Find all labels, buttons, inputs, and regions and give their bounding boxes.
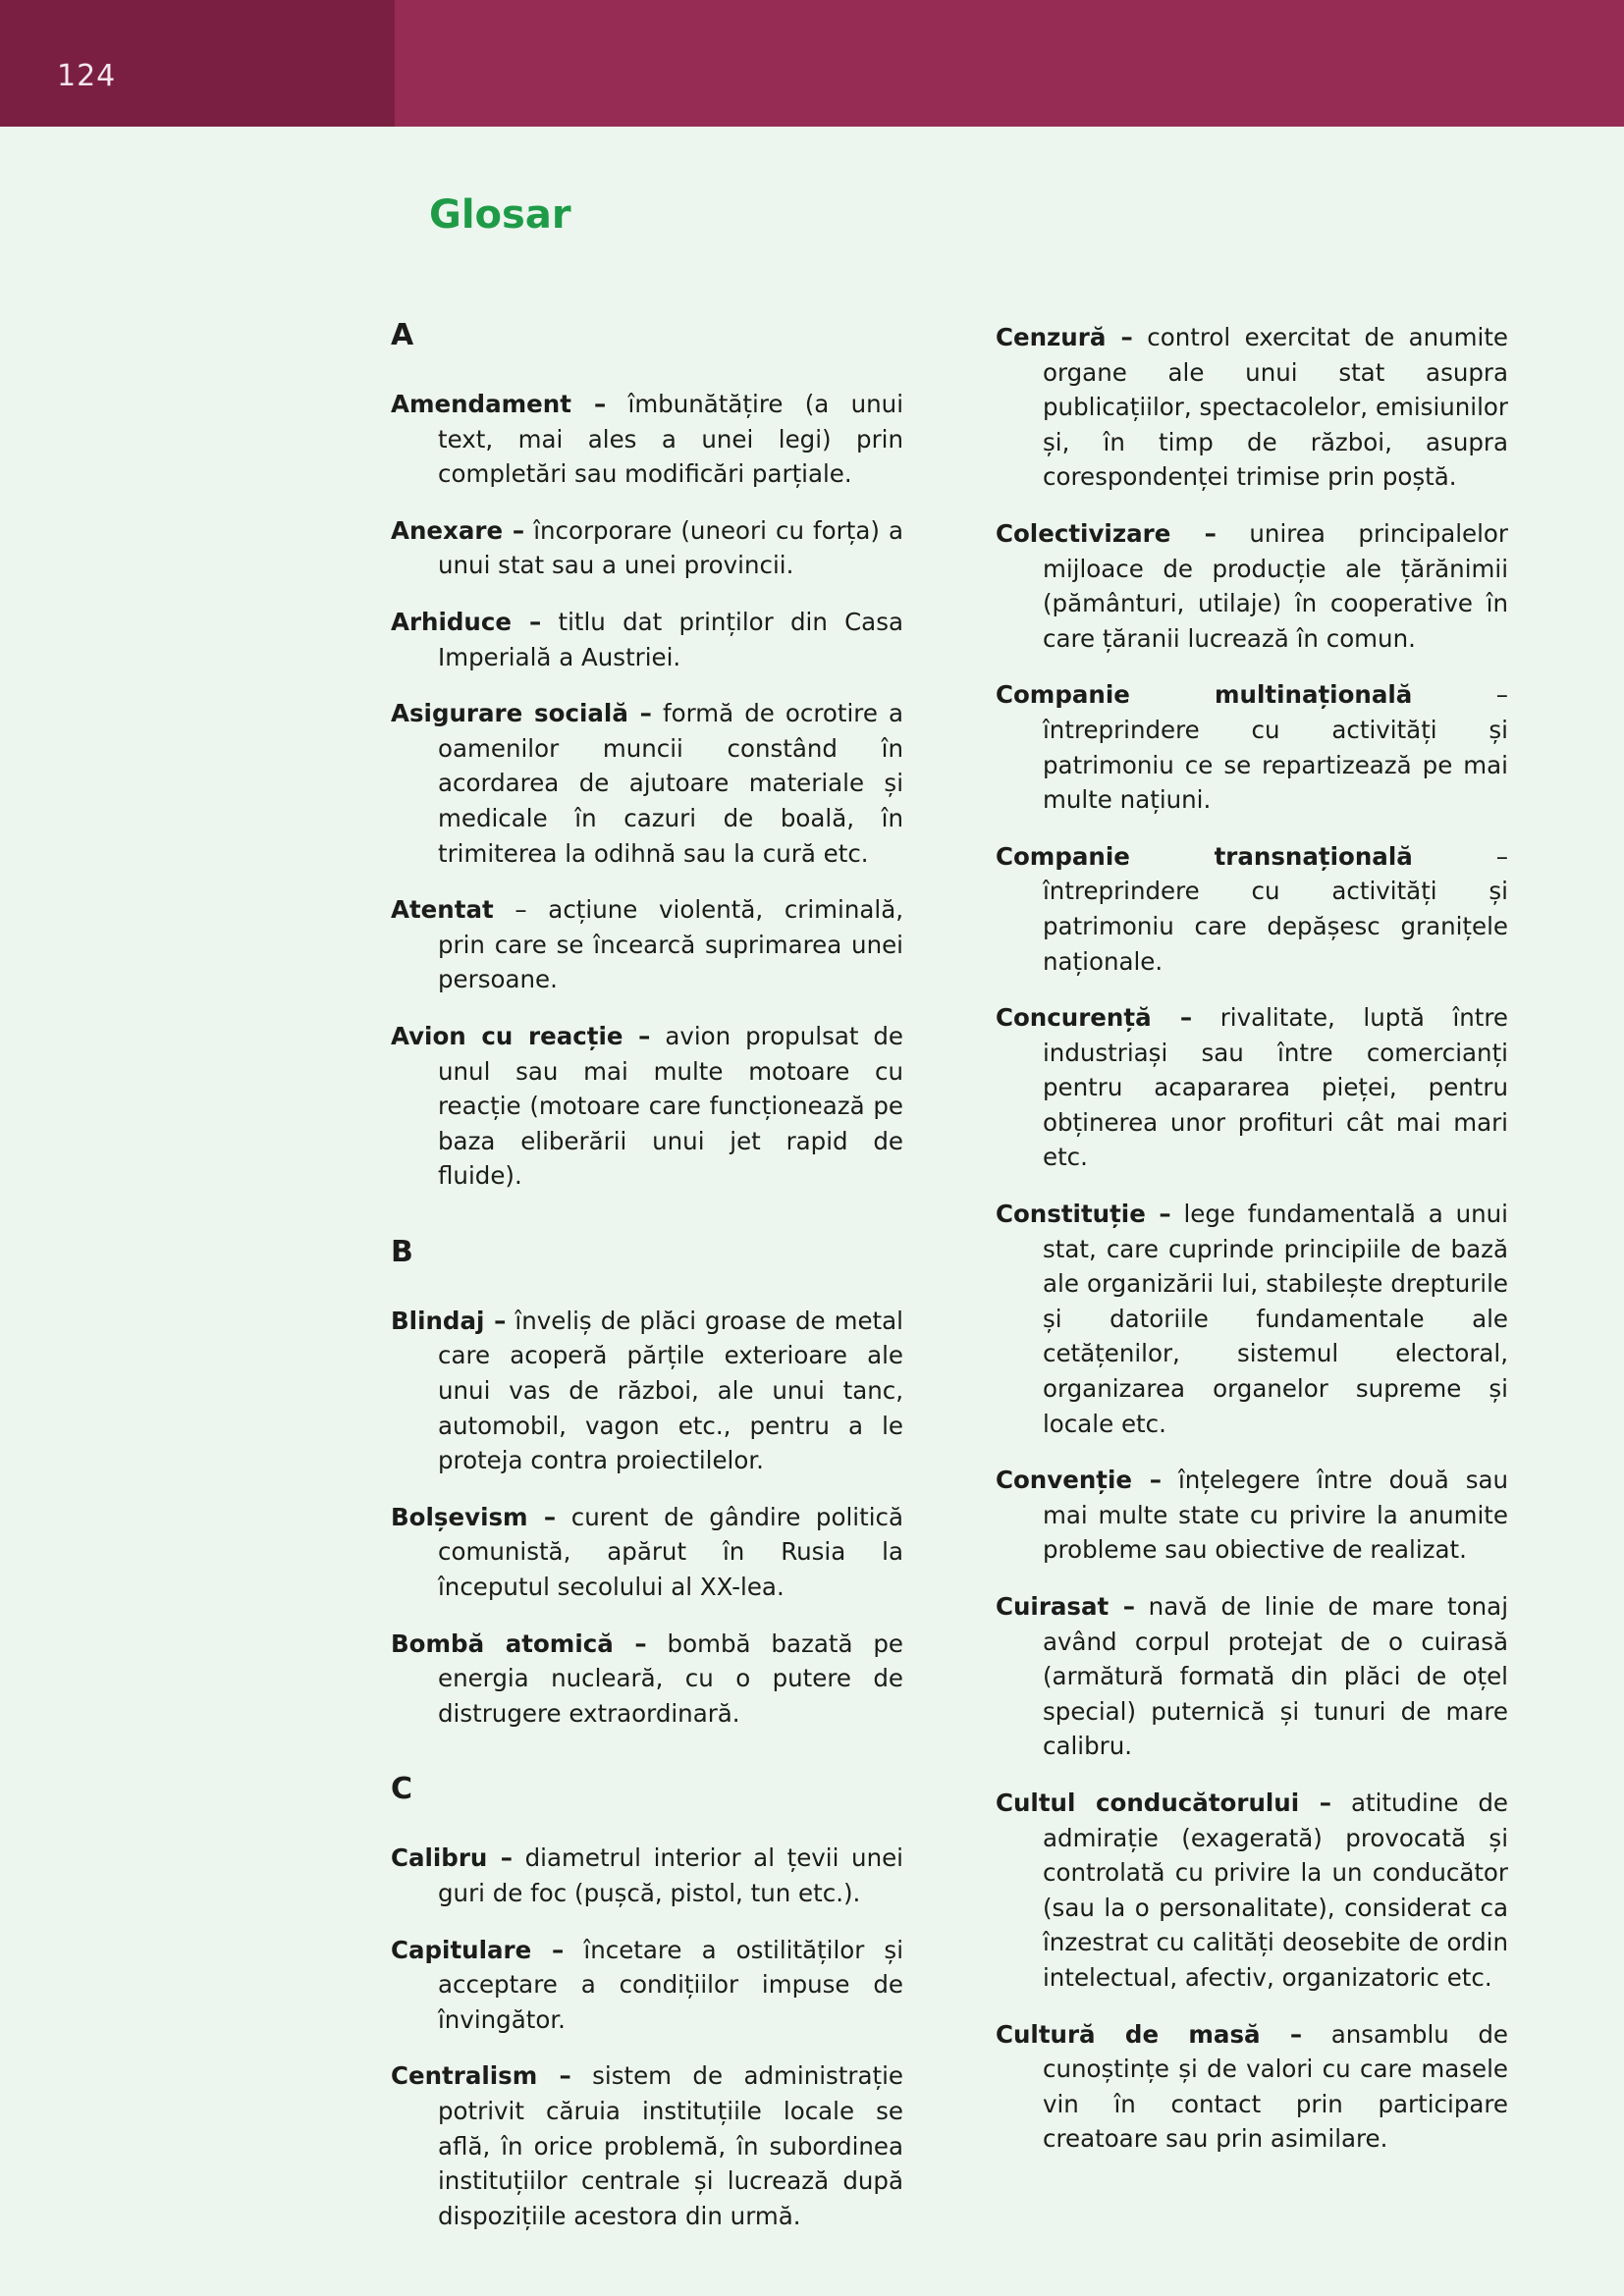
glossary-term: Atentat xyxy=(391,895,494,925)
page-title: Glosar xyxy=(429,192,571,238)
glossary-term: Concurență – xyxy=(996,1003,1193,1033)
glossary-term: Arhiduce – xyxy=(391,607,542,636)
glossary-definition: rivalitate, luptă între industriași sau între comercianți pentru acapararea pieței, pentru obținerea unor profituri cât mai mari etc. xyxy=(1043,1003,1509,1172)
glossary-term: Anexare – xyxy=(391,515,525,545)
glossary-term: Cultură de masă – xyxy=(996,2019,1303,2049)
glossary-term: Avion cu reacție – xyxy=(391,1021,651,1050)
glossary-definition: bombă bazată pe energia nucleară, cu o putere de distrugere extraordinară. xyxy=(438,1629,903,1728)
glossary-entry xyxy=(996,677,1508,817)
glossary-term: Colectivizare – xyxy=(996,518,1217,548)
glossary-definition: titlu dat prinților din Casa Imperială a Austriei. xyxy=(438,607,903,671)
glossary-entry xyxy=(391,696,903,871)
glossary-definition: diametrul interior al țevii unei guri de foc (pușcă, pistol, tun etc.). xyxy=(438,1843,903,1907)
glossary-right-column xyxy=(996,314,1508,2178)
glossary-entry xyxy=(391,387,903,492)
glossary-definition: lege fundamentală a unui stat, care cuprinde principiile de bază ale organizării lui, stabilește drepturile și datoriile fundamentale ale cetățenilor, sistemul electoral, organizarea organelor supreme și locale etc. xyxy=(1043,1200,1508,1438)
glossary-definition: sistem de administrație potrivit căruia instituțiile locale se află, în orice problemă, în subordinea instituțiilor centrale și lucrează după dispozițiile acestora din urmă. xyxy=(438,2061,903,2230)
section-letter: A xyxy=(391,318,414,352)
glossary-term: Amendament – xyxy=(391,390,607,418)
glossary-term: Blindaj – xyxy=(391,1306,507,1335)
glossary-entry xyxy=(391,2058,903,2233)
glossary-term: Cenzură – xyxy=(996,323,1133,351)
glossary-definition: unirea principalelor mijloace de producție ale țărănimii (pământuri, utilaje) în cooperative în care țăranii lucrează în comun. xyxy=(1043,518,1508,653)
page-number-box xyxy=(0,0,395,127)
glossary-term: Calibru – xyxy=(391,1843,513,1873)
glossary-term: Convenție – xyxy=(996,1466,1162,1495)
glossary-term: Capitulare – xyxy=(391,1935,565,1964)
glossary-term: Bolșevism – xyxy=(391,1502,557,1531)
glossary-definition: atitudine de admirație (exagerată) provocată și controlată cu privire la un conducător (sau la o personalitate), considerat ca înzestrat cu calități deosebite de ordin intelectual, afectiv, organizatoric etc. xyxy=(1043,1788,1508,1992)
glossary-definition: formă de ocrotire a oamenilor muncii constând în acordarea de ajutoare materiale și medicale în cazuri de boală, în trimiterea la odihnă sau la cură etc. xyxy=(438,699,903,868)
glossary-definition: – întreprindere cu activități și patrimoniu care depășesc granițele naționale. xyxy=(1043,841,1508,976)
glossary-entry xyxy=(391,1304,903,1478)
glossary-entry xyxy=(996,320,1508,495)
glossary-term: Cultul conducătorului – xyxy=(996,1788,1332,1817)
glossary-entry xyxy=(391,513,903,583)
glossary-entry xyxy=(996,1589,1508,1764)
glossary-entry xyxy=(996,1197,1508,1441)
glossary-entry xyxy=(391,1500,903,1605)
glossary-definition: înțelegere între două sau mai multe state cu privire la anumite probleme sau obiective de realizat. xyxy=(1043,1466,1509,1565)
glossary-term: Bombă atomică – xyxy=(391,1629,647,1658)
section-letter: C xyxy=(391,1772,413,1807)
glossary-entry xyxy=(391,605,903,674)
glossary-definition: ansamblu de cunoștințe și de valori cu care masele vin în contact prin participare creatoare sau prin asimilare. xyxy=(1043,2019,1508,2154)
glossary-definition: control exercitat de anumite organe ale unui stat asupra publicațiilor, spectacolelor, emisiunilor și, în timp de război, asupra corespondenței trimise prin poștă. xyxy=(1043,323,1509,492)
glossary-term: Companie multinațională xyxy=(996,680,1413,710)
glossary-definition: încorporare (uneori cu forța) a unui stat sau a unei provincii. xyxy=(438,515,903,580)
glossary-entry xyxy=(391,1019,903,1194)
page-number: 124 xyxy=(57,59,117,93)
glossary-entry xyxy=(391,892,903,997)
glossary-definition: îmbunătățire (a unui text, mai ales a unei legi) prin completări sau modificări parțiale. xyxy=(438,390,904,489)
glossary-definition: avion propulsat de unul sau mai multe motoare cu reacție (motoare care funcționează pe baza eliberării unui jet rapid de fluide). xyxy=(438,1021,903,1191)
glossary-term: Centralism – xyxy=(391,2061,571,2091)
glossary-entry xyxy=(391,1841,903,1910)
glossary-entry xyxy=(391,1627,903,1732)
glossary-term: Asigurare socială – xyxy=(391,699,652,728)
glossary-entry xyxy=(996,2017,1508,2157)
header-bar xyxy=(0,0,1624,127)
glossary-definition: – acțiune violentă, criminală, prin care se încearcă suprimarea unei persoane. xyxy=(438,895,903,994)
glossary-entry xyxy=(996,1786,1508,1996)
glossary-definition: curent de gândire politică comunistă, apărut în Rusia la începutul secolului al XX-lea. xyxy=(438,1502,903,1602)
glossary-left-column xyxy=(391,314,903,2255)
glossary-term: Cuirasat – xyxy=(996,1592,1135,1621)
glossary-entry xyxy=(996,516,1508,656)
section-letter: B xyxy=(391,1234,413,1269)
glossary-definition: – întreprindere cu activități și patrimoniu ce se repartizează pe mai multe națiuni. xyxy=(1043,680,1508,815)
glossary-term: Companie transnațională xyxy=(996,841,1413,871)
glossary-definition: încetare a ostilităților și acceptare a condițiilor impuse de învingător. xyxy=(438,1935,903,2034)
glossary-entry xyxy=(996,1463,1508,1568)
glossary-definition: înveliș de plăci groase de metal care acoperă părțile exterioare ale unui vas de război, ale unui tanc, automobil, vagon etc., pentru a le proteja contra proiectilelor. xyxy=(438,1306,903,1475)
glossary-entry xyxy=(996,1000,1508,1175)
glossary-term: Constituție – xyxy=(996,1200,1171,1229)
glossary-entry xyxy=(996,839,1508,979)
glossary-definition: navă de linie de mare tonaj având corpul protejat de o cuirasă (armătură formată din plăci de oțel special) puternică și tunuri de mare calibru. xyxy=(1043,1592,1508,1761)
glossary-entry xyxy=(391,1933,903,2038)
